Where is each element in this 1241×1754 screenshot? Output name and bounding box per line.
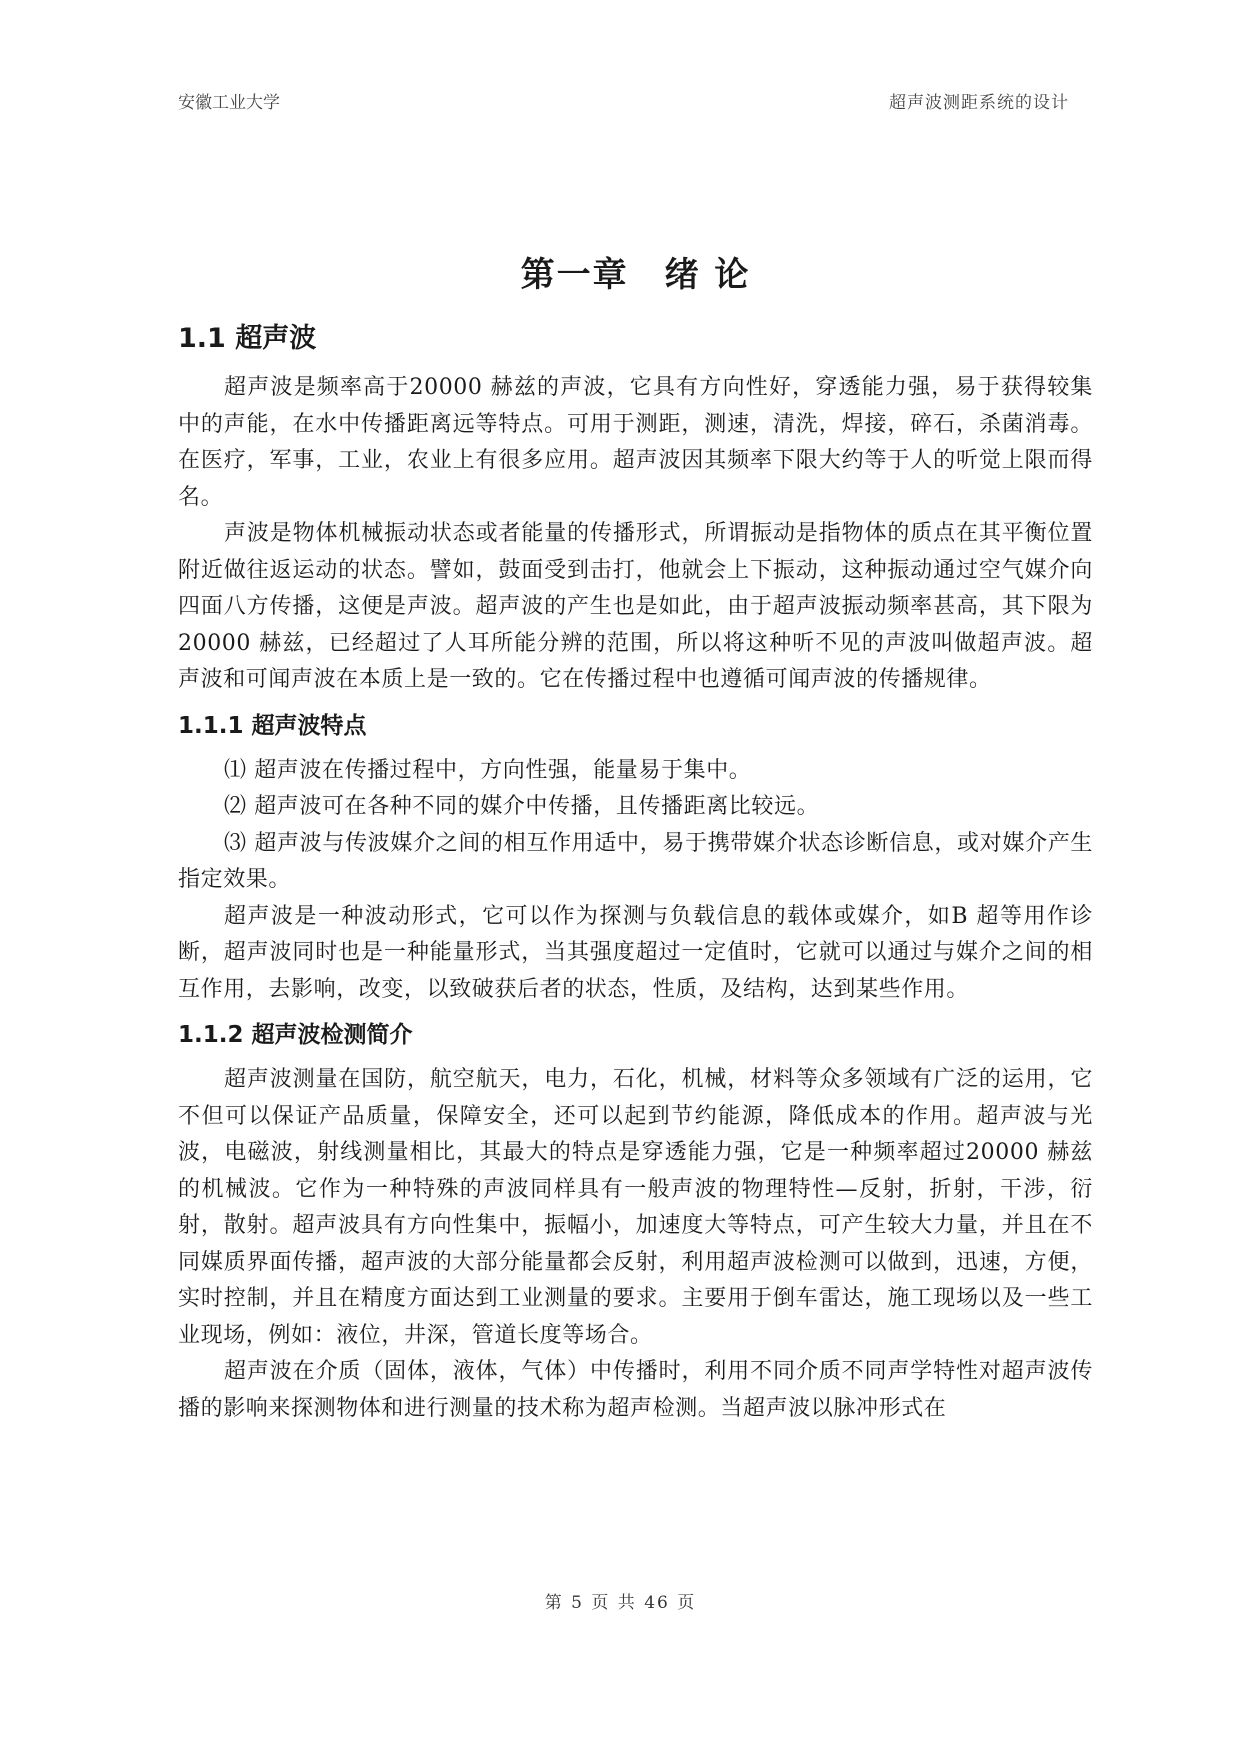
list-item: ⑴ 超声波在传播过程中，方向性强，能量易于集中。 xyxy=(224,757,752,783)
section-heading-1-1-2: 1.1.2 超声波检测简介 xyxy=(178,1022,413,1048)
paragraph: 声波是物体机械振动状态或者能量的传播形式，所谓振动是指物体的质点在其平衡位置附近做往返运动的状态。譬如，鼓面受到击打，他就会上下振动，这种振动通过空气媒介向四面八方传播，这便是声波。超声波的产生也是如此，由于超声波振动频率甚高，其下限为20000 赫兹，已经超过了人耳所能分辨的范围，所以将这种听不见的声波叫做超声波。超声波和可闻声波在本质上是一致的。它在传播过程中也遵循可闻声波的传播规律。 xyxy=(178,521,1093,692)
paragraph: 超声波是频率高于20000 赫兹的声波，它具有方向性好，穿透能力强，易于获得较集中的声能，在水中传播距离远等特点。可用于测距，测速，清洗，焊接，碎石，杀菌消毒。在医疗，军事，工业，农业上有很多应用。超声波因其频率下限大约等于人的听觉上限而得名。 xyxy=(178,375,1093,510)
list-item: ⑵ 超声波可在各种不同的媒介中传播，且传播距离比较远。 xyxy=(224,794,820,819)
paragraph: 超声波是一种波动形式，它可以作为探测与负载信息的载体或媒介，如B 超等用作诊断，超声波同时也是一种能量形式，当其强度超过一定值时，它就可以通过与媒介之间的相互作用，去影响，改变，以致破获后者的状态，性质，及结构，达到某些作用。 xyxy=(178,903,1093,1002)
section-heading-1-1-1: 1.1.1 超声波特点 xyxy=(178,712,367,739)
page-number: 第 5 页 共 46 页 xyxy=(544,1593,697,1613)
paragraph: 超声波在介质（固体，液体，气体）中传播时，利用不同介质不同声学特性对超声波传播的影响来探测物体和进行测量的技术称为超声检测。当超声波以脉冲形式在 xyxy=(178,1359,1093,1421)
header-university: 安徽工业大学 xyxy=(178,93,280,113)
chapter-title: 第一章 绪 论 xyxy=(520,255,751,295)
paragraph: 超声波测量在国防，航空航天，电力，石化，机械，材料等众多领域有广泛的运用，它不但可以保证产品质量，保障安全，还可以起到节约能源，降低成本的作用。超声波与光波，电磁波，射线测量相比，其最大的特点是穿透能力强，它是一种频率超过20000 赫兹的机械波。它作为一种特殊的声波同样具有一般声波的物理特性—反射，折射，干涉，衍射，散射。超声波具有方向性集中，振幅小，加速度大等特点，可产生较大力量，并且在不同媒质界面传播，超声波的大部分能量都会反射，利用超声波检测可以做到，迅速，方便，实时控制，并且在精度方面达到工业测量的要求。主要用于倒车雷达，施工现场以及一些工业现场，例如：液位，井深，管道长度等场合。 xyxy=(178,1067,1093,1348)
list-item: ⑶ 超声波与传波媒介之间的相互作用适中，易于携带媒介状态诊断信息，或对媒介产生指定效果。 xyxy=(178,830,1093,892)
header-thesis-title: 超声波测距系统的设计 xyxy=(889,93,1069,113)
section-heading-1-1: 1.1 超声波 xyxy=(178,323,317,354)
document-body xyxy=(178,250,1093,1427)
page-header xyxy=(178,88,1069,113)
